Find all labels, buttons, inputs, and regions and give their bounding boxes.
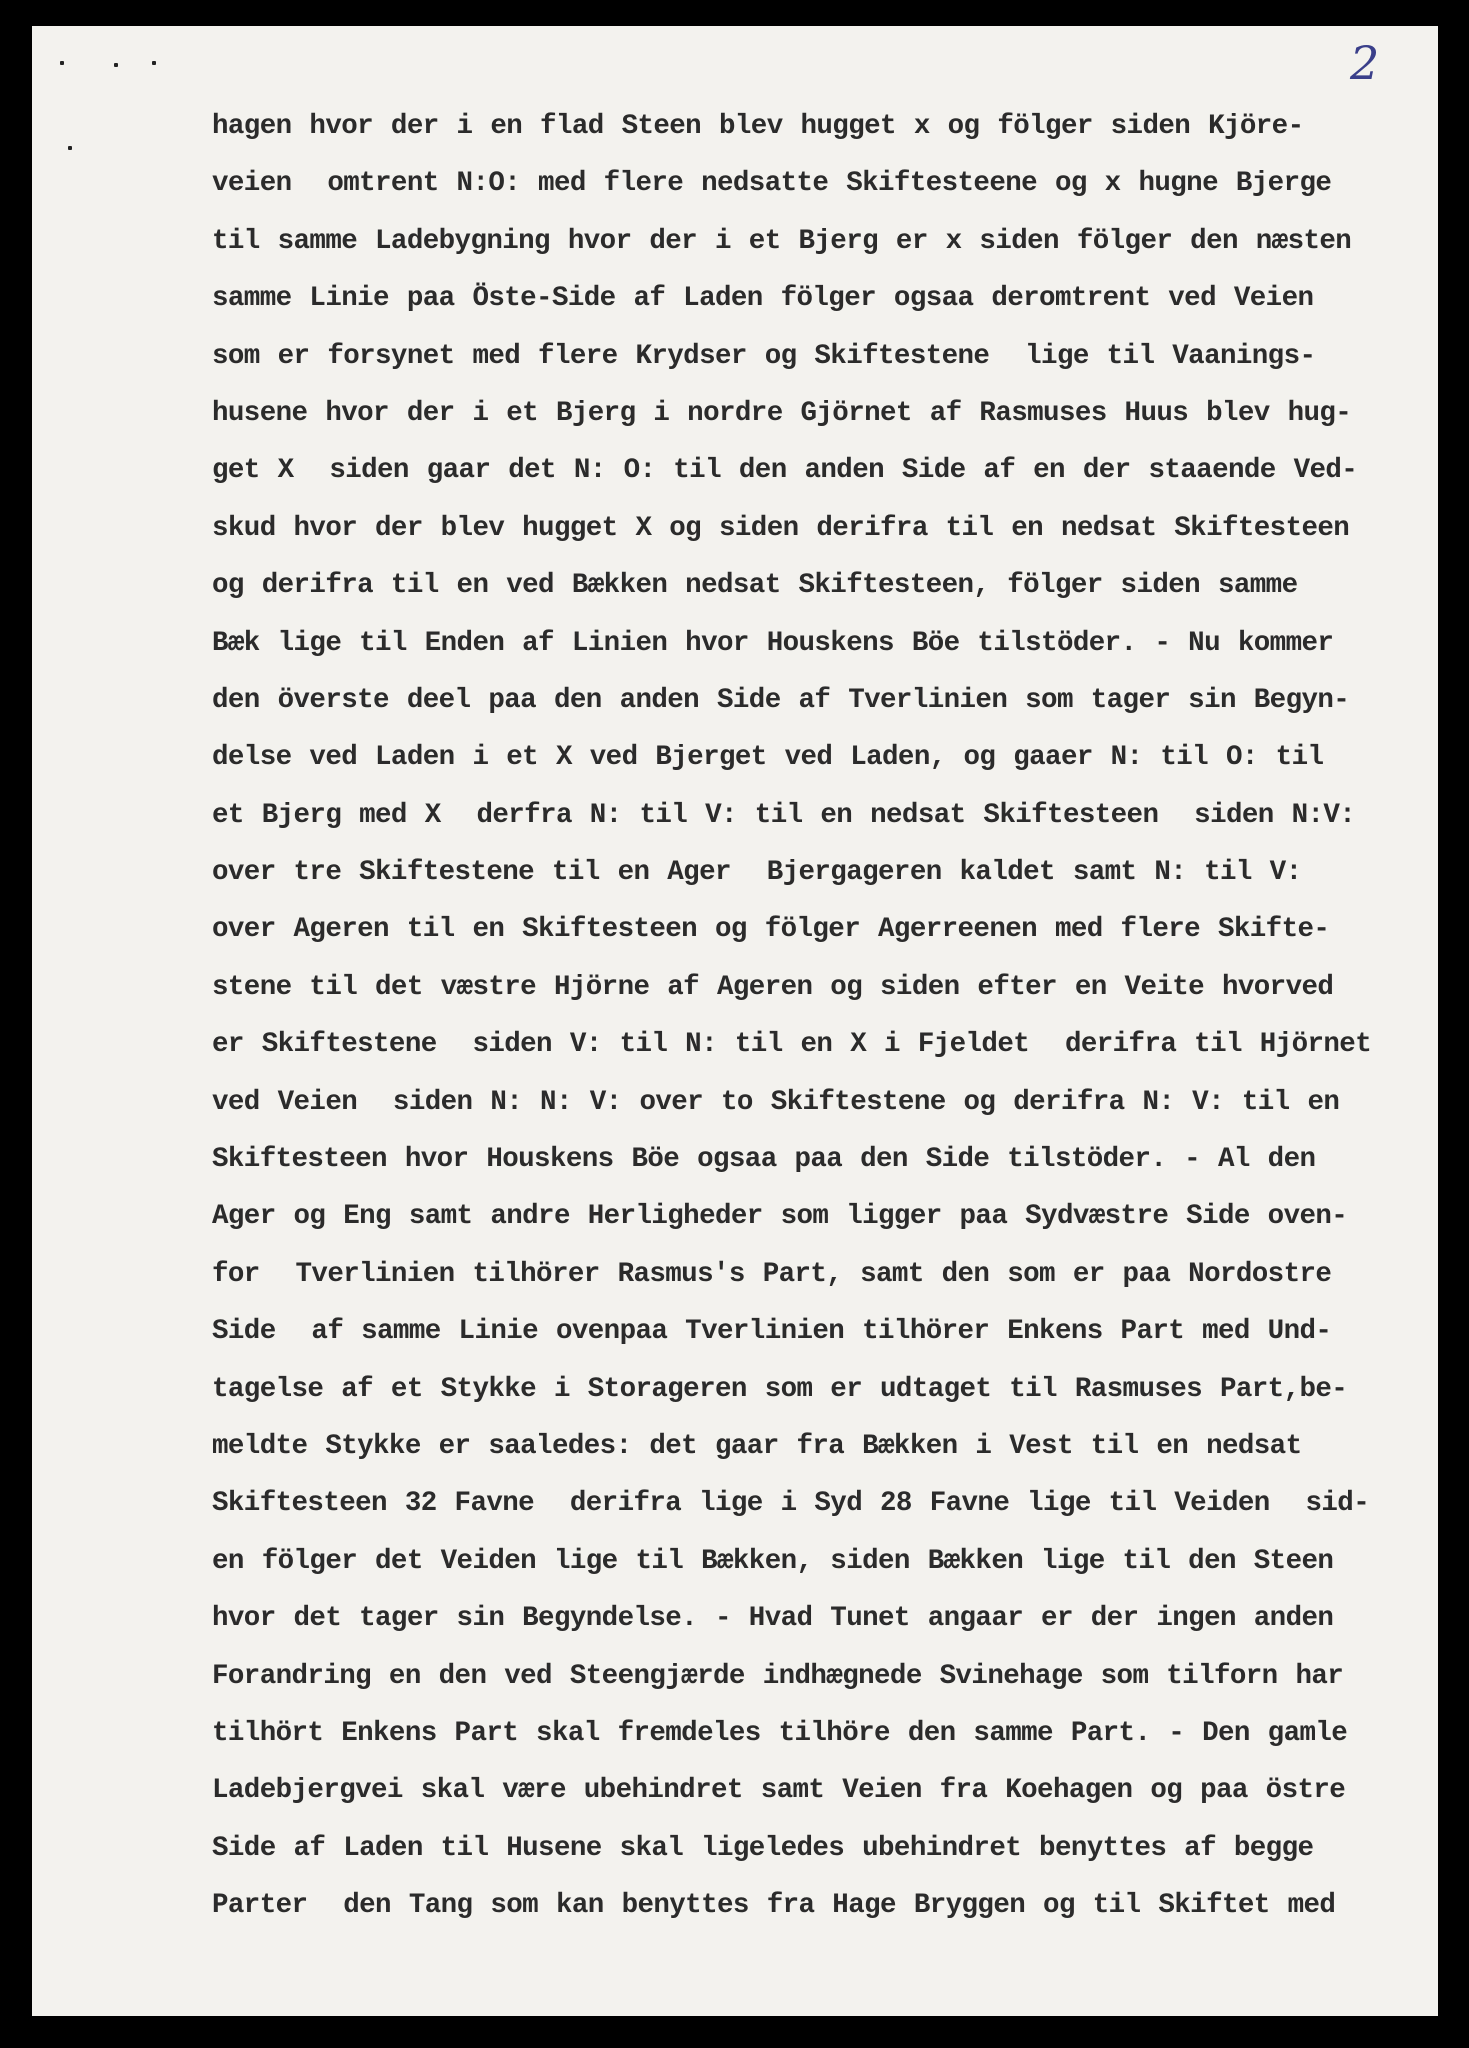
punch-mark (152, 61, 156, 65)
text-line: hvor det tager sin Begyndelse. - Hvad Tunet angaar er der ingen anden (212, 1603, 1334, 1635)
text-line: meldte Stykke er saaledes: det gaar fra Bækken i Vest til en nedsat (212, 1430, 1302, 1462)
punch-mark (68, 146, 72, 150)
text-line: Ladebjergvei skal være ubehindret samt Veien fra Koehagen og paa östre (212, 1775, 1346, 1807)
text-line: Side af samme Linie ovenpaa Tverlinien tilhörer Enkens Part med Und- (212, 1316, 1332, 1348)
text-line: samme Linie paa Öste-Side af Laden fölger ogsaa deromtrent ved Veien (212, 283, 1314, 315)
text-line: en fölger det Veiden lige til Bækken, siden Bækken lige til den Steen (212, 1545, 1334, 1577)
text-line: er Skiftestene siden V: til N: til en X i Fjeldet derifra til Hjörnet (212, 1029, 1372, 1061)
text-line: den överste deel paa den anden Side af Tverlinien som tager sin Begyn- (212, 684, 1350, 716)
text-line: til samme Ladebygning hvor der i et Bjerg er x siden fölger den næsten (212, 225, 1352, 257)
text-line: Ager og Eng samt andre Herligheder som ligger paa Sydvæstre Side oven- (212, 1201, 1348, 1233)
text-line: veien omtrent N:O: med flere nedsatte Skiftesteene og x hugne Bjerge (212, 168, 1332, 200)
text-line: Parter den Tang som kan benyttes fra Hage Bryggen og til Skiftet med (212, 1890, 1336, 1922)
text-line: over Ageren til en Skiftesteen og fölger Agerreenen med flere Skifte- (212, 914, 1330, 946)
text-line: Skiftesteen 32 Favne derifra lige i Syd 28 Favne lige til Veiden sid- (212, 1488, 1370, 1520)
text-line: tagelse af et Stykke i Storageren som er udtaget til Rasmuses Part,be- (212, 1373, 1348, 1405)
text-line: stene til det væstre Hjörne af Ageren og siden efter en Veite hvorved (212, 971, 1334, 1003)
text-line: husene hvor der i et Bjerg i nordre Gjörnet af Rasmuses Huus blev hug- (212, 397, 1352, 429)
text-line: get X siden gaar det N: O: til den anden Side af en der staaende Ved- (212, 455, 1358, 487)
document-page (32, 26, 1438, 2016)
punch-mark (114, 63, 118, 67)
text-line: tilhört Enkens Part skal fremdeles tilhöre den samme Part. - Den gamle (212, 1717, 1348, 1749)
text-line: hagen hvor der i en flad Steen blev hugget x og fölger siden Kjöre- (212, 111, 1304, 142)
page-number: 2 (1350, 36, 1380, 90)
text-line: et Bjerg med X derfra N: til V: til en nedsat Skiftesteen siden N:V: (212, 799, 1356, 831)
text-line: ved Veien siden N: N: V: over to Skiftestene og derifra N: V: til en (212, 1086, 1340, 1118)
text-line: skud hvor der blev hugget X og siden derifra til en nedsat Skiftesteen (212, 512, 1350, 544)
text-line: Bæk lige til Enden af Linien hvor Houskens Böe tilstöder. - Nu kommer (212, 627, 1334, 659)
typed-text-body (212, 98, 1438, 1935)
text-line: Side af Laden til Husene skal ligeledes ubehindret benyttes af begge (212, 1832, 1314, 1864)
text-line: Skiftesteen hvor Houskens Böe ogsaa paa den Side tilstöder. - Al den (212, 1144, 1316, 1176)
punch-mark (60, 61, 64, 65)
text-line: som er forsynet med flere Krydser og Skiftestene lige til Vaanings- (212, 340, 1316, 372)
text-line: for Tverlinien tilhörer Rasmus's Part, samt den som er paa Nordostre (212, 1258, 1332, 1290)
text-line: over tre Skiftestene til en Ager Bjergageren kaldet samt N: til V: (212, 857, 1302, 889)
text-line: og derifra til en ved Bækken nedsat Skiftesteen, fölger siden samme (212, 570, 1298, 602)
text-line: delse ved Laden i et X ved Bjerget ved Laden, og gaaer N: til O: til (212, 742, 1324, 774)
text-line: Forandring en den ved Steengjærde indhægnede Svinehage som tilforn har (212, 1660, 1344, 1692)
